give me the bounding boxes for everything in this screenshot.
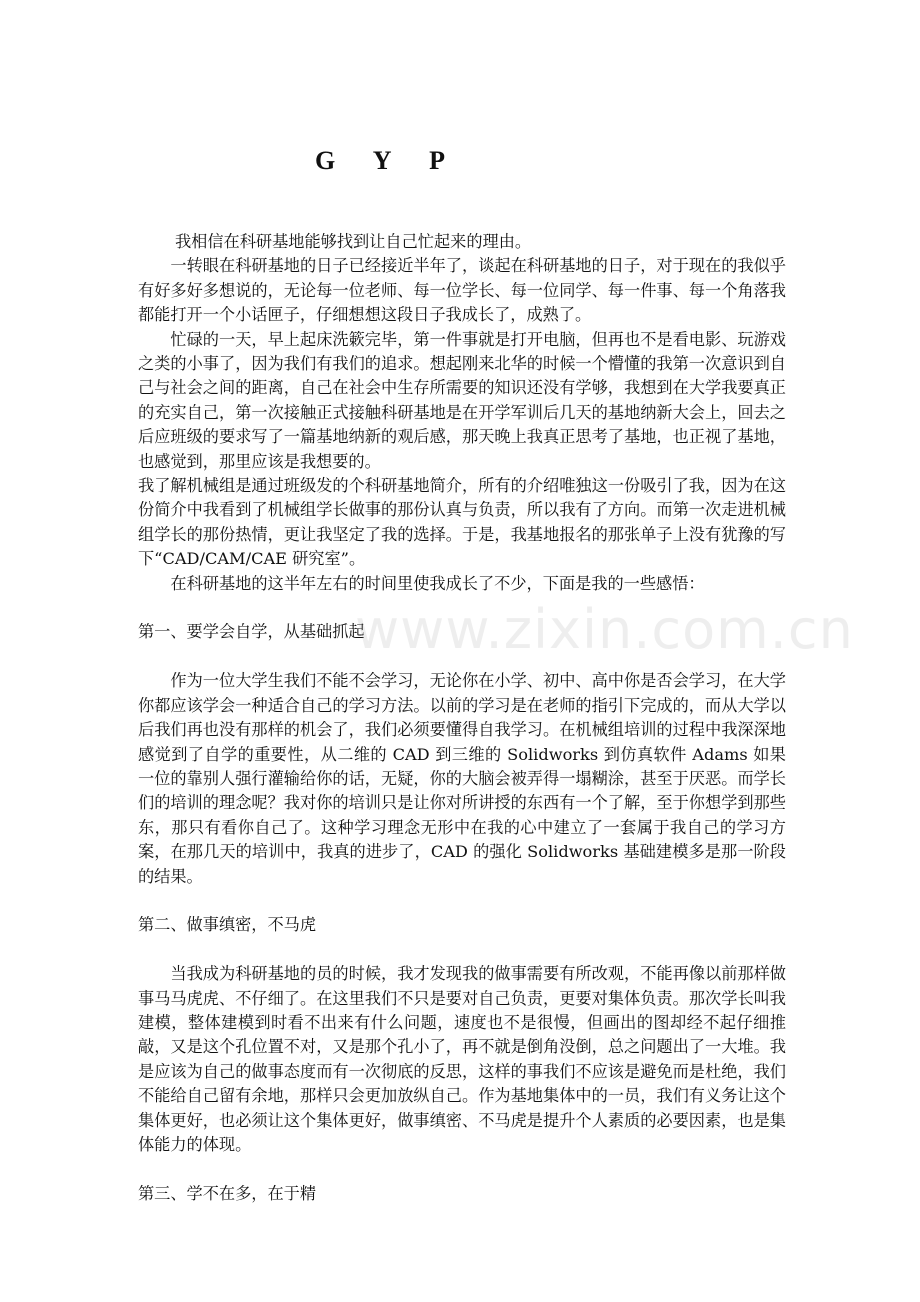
spacer [138, 596, 786, 620]
document-title: G Y P [315, 146, 461, 175]
section-paragraph: 作为一位大学生我们不能不会学习，无论你在小学、初中、高中你是否会学习，在大学你都应该学会一种适合自己的学习方法。以前的学习是在老师的指引下完成的，而从大学以后我们再也没有那样的机会了，我们必须要懂得自我学习。在机械组培训的过程中我深深地感觉到了自学的重要性，从二维的 CAD 到三维的 Solidworks 到仿真软件 Adams 如果一位的靠别人强行灌输给你的话，无疑，你的大脑会被弄得一塌糊涂，甚至于厌恶。而学长们的培训的理念呢？我对你的培训只是让你对所讲授的东西有一个了解，至于你想学到那些东，那只有看你自己了。这种学习理念无形中在我的心中建立了一套属于我自己的学习方案，在那几天的培训中，我真的进步了，CAD 的强化 Solidworks 基础建模多是那一阶段的结果。 [138, 671, 786, 886]
spacer [138, 938, 786, 962]
body-paragraph: 我了解机械组是通过班级发的个科研基地简介，所有的介绍唯独这一份吸引了我，因为在这份简介中我看到了机械组学长做事的那份认真与负责，所以我有了方向。而第一次走进机械组学长的那份热情，更让我坚定了我的选择。于是，我基地报名的那张单子上没有犹豫的写下“CAD/CAM/CAE 研究室”。 [138, 476, 786, 569]
watermark: www.zixin.com.cn [355, 598, 854, 661]
body-paragraph: 一转眼在科研基地的日子已经接近半年了，谈起在科研基地的日子，对于现在的我似乎有好多好多想说的，无论每一位老师、每一位学长、每一位同学、每一件事、每一个角落我都能打开一个小话匣子，仔细想想这段日子我成长了，成熟了。 [138, 256, 786, 325]
intro-paragraph: 我相信在科研基地能够找到让自己忙起来的理由。 [175, 232, 532, 251]
body-paragraph: 忙碌的一天，早上起床洗簌完毕，第一件事就是打开电脑，但再也不是看电影、玩游戏之类的小事了，因为我们有我们的追求。想起刚来北华的时候一个懵懂的我第一次意识到自己与社会之间的距离，自己在社会中生存所需要的知识还没有学够，我想到在大学我要真正的充实自己，第一次接触正式接触科研基地是在开学军训后几天的基地纳新大会上，回去之后应班级的要求写了一篇基地纳新的观后感，那天晚上我真正思考了基地，也正视了基地，也感觉到，那里应该是我想要的。 [138, 329, 786, 471]
document-body [138, 230, 786, 1206]
section-paragraph: 当我成为科研基地的员的时候，我才发现我的做事需要有所改观，不能再像以前那样做事马马虎虎、不仔细了。在这里我们不只是要对自己负责，更要对集体负责。那次学长叫我建模，整体建模到时看不出来有什么问题，速度也不是很慢，但画出的图却经不起仔细推敲，又是这个孔位置不对，又是那个孔小了，再不就是倒角没倒，总之问题出了一大堆。我是应该为自己的做事态度而有一次彻底的反思，这样的事我们不应该是避免而是杜绝，我们不能给自己留有余地，那样只会更加放纵自己。作为基地集体中的一员，我们有义务让这个集体更好，也必须让这个集体更好，做事缜密、不马虎是提升个人素质的必要因素，也是集体能力的体现。 [138, 964, 786, 1154]
section-heading: 第一、要学会自学，从基础抓起 [138, 622, 365, 642]
spacer [138, 1157, 786, 1181]
spacer [138, 889, 786, 913]
section-heading: 第二、做事缜密，不马虎 [138, 915, 317, 935]
summary-paragraph: 在科研基地的这半年左右的时间里使我成长了不少，下面是我的一些感悟： [170, 573, 705, 593]
section-heading: 第三、学不在多，在于精 [138, 1183, 317, 1203]
spacer [138, 645, 786, 669]
